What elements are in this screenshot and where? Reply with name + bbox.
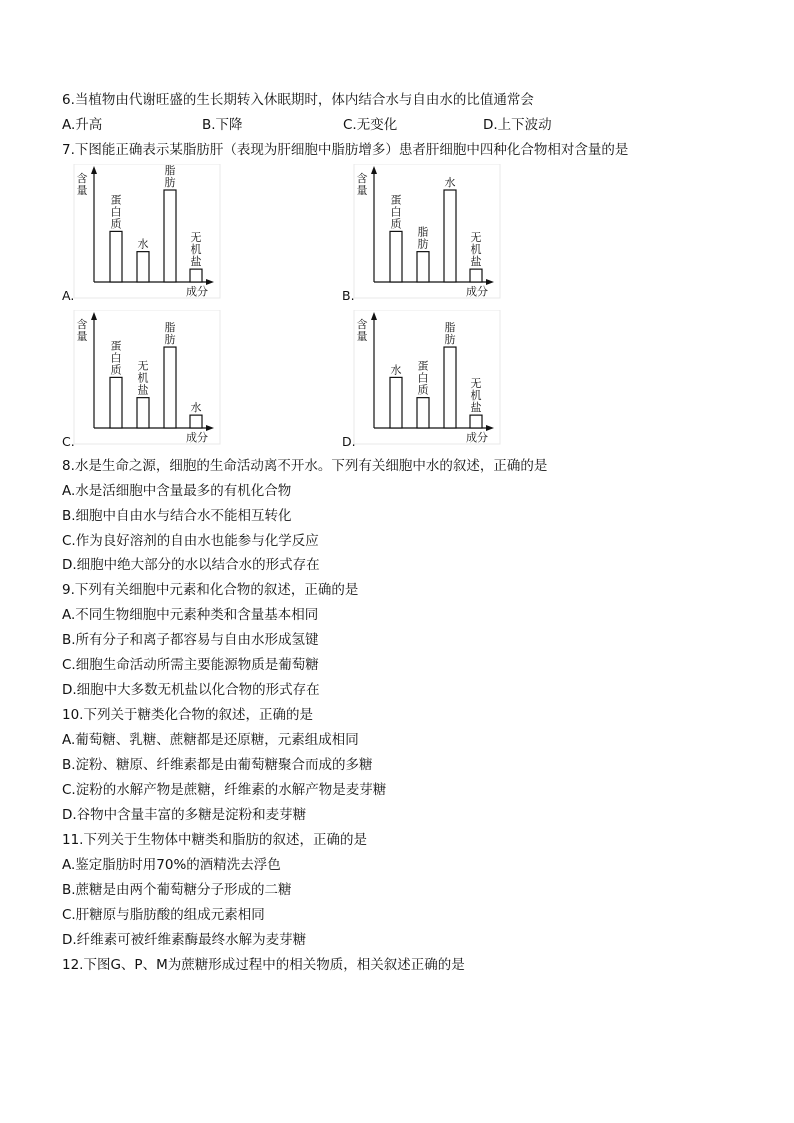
- bar: [110, 377, 122, 428]
- q11-option-b: B.蔗糖是由两个葡萄糖分子形成的二糖: [62, 882, 292, 898]
- bar: [417, 252, 429, 282]
- bar: [470, 269, 482, 282]
- q7-chart-b: [340, 164, 510, 304]
- svg-text:肪: 肪: [164, 176, 176, 189]
- svg-text:含: 含: [356, 172, 368, 185]
- svg-text:量: 量: [76, 184, 88, 197]
- svg-text:水: 水: [190, 401, 202, 415]
- bar-label: [191, 400, 202, 414]
- q10-option-a: A.葡萄糖、乳糖、蔗糖都是还原糖，元素组成相同: [62, 732, 359, 748]
- svg-text:含: 含: [76, 172, 88, 185]
- svg-text:质: 质: [110, 217, 122, 231]
- bar-label: [138, 360, 149, 397]
- svg-text:机: 机: [137, 371, 149, 385]
- svg-text:白: 白: [417, 371, 429, 385]
- svg-text:盐: 盐: [470, 255, 482, 269]
- svg-text:脂: 脂: [164, 321, 176, 335]
- q10-stem: 10.下列关于糖类化合物的叙述，正确的是: [62, 707, 313, 723]
- svg-text:水: 水: [444, 176, 456, 189]
- svg-text:肪: 肪: [444, 333, 456, 347]
- bar: [417, 398, 429, 428]
- bar-label: [471, 231, 482, 268]
- bar-label: [111, 193, 122, 230]
- q7-chart-d: [340, 310, 510, 450]
- q6-stem: 6.当植物由代谢旺盛的生长期转入休眠期时，体内结合水与自由水的比值通常会: [62, 92, 534, 108]
- bar-chart-svg: [340, 164, 510, 304]
- bar-label: [391, 362, 402, 376]
- bar: [190, 269, 202, 282]
- bar-label: [191, 231, 202, 268]
- x-axis-label: 成分: [466, 285, 488, 298]
- svg-text:量: 量: [76, 330, 88, 343]
- q12-stem: 12.下图G、P、M为蔗糖形成过程中的相关物质，相关叙述正确的是: [62, 957, 465, 973]
- q8-option-d: D.细胞中绝大部分的水以结合水的形式存在: [62, 557, 320, 573]
- svg-text:含: 含: [356, 318, 368, 331]
- q6-option-a: A.升高: [62, 117, 103, 133]
- bar-label: [391, 193, 402, 230]
- bar-chart-svg: [60, 310, 230, 450]
- q9-option-b: B.所有分子和离子都容易与自由水形成氢键: [62, 632, 319, 648]
- y-axis-label: [77, 317, 88, 343]
- q6-option-b: B.下降: [202, 117, 243, 133]
- y-axis-arrow: [371, 166, 377, 174]
- svg-text:白: 白: [390, 205, 402, 219]
- bar-label: [418, 360, 429, 397]
- bar-label: [445, 175, 456, 189]
- q7-stem: 7.下图能正确表示某脂肪肝（表现为肝细胞中脂肪增多）患者肝细胞中四种化合物相对含量的是: [62, 142, 629, 158]
- q9-option-c: C.细胞生命活动所需主要能源物质是葡萄糖: [62, 657, 319, 673]
- svg-text:机: 机: [470, 389, 482, 403]
- svg-text:量: 量: [356, 330, 368, 343]
- bar-label: [418, 225, 429, 251]
- svg-text:肪: 肪: [417, 237, 429, 251]
- y-axis-arrow: [91, 166, 97, 174]
- svg-text:量: 量: [356, 184, 368, 197]
- q6-option-d: D.上下波动: [483, 117, 552, 133]
- bar: [470, 415, 482, 428]
- svg-text:白: 白: [110, 205, 122, 219]
- bar: [390, 231, 402, 282]
- q10-option-c: C.淀粉的水解产物是蔗糖，纤维素的水解产物是麦芽糖: [62, 782, 387, 798]
- svg-text:蛋: 蛋: [110, 339, 122, 353]
- svg-text:白: 白: [110, 351, 122, 365]
- q11-option-d: D.纤维素可被纤维素酶最终水解为麦芽糖: [62, 932, 307, 948]
- y-axis-label: [77, 171, 88, 197]
- bar: [137, 398, 149, 428]
- bar: [137, 252, 149, 282]
- q11-option-c: C.肝糖原与脂肪酸的组成元素相同: [62, 907, 265, 923]
- bar: [164, 190, 176, 282]
- svg-text:脂: 脂: [444, 321, 456, 335]
- svg-text:无: 无: [137, 359, 149, 373]
- svg-text:脂: 脂: [164, 164, 176, 177]
- svg-text:肪: 肪: [164, 333, 176, 347]
- q8-stem: 8.水是生命之源，细胞的生命活动离不开水。下列有关细胞中水的叙述，正确的是: [62, 458, 548, 474]
- y-axis-arrow: [91, 312, 97, 320]
- svg-text:盐: 盐: [190, 255, 202, 269]
- q10-option-d: D.谷物中含量丰富的多糖是淀粉和麦芽糖: [62, 807, 307, 823]
- svg-text:机: 机: [190, 243, 202, 257]
- bar-label: [165, 164, 176, 189]
- q8-option-c: C.作为良好溶剂的自由水也能参与化学反应: [62, 533, 319, 549]
- chart-option-label: B.: [342, 288, 355, 303]
- bar: [390, 377, 402, 428]
- svg-text:蛋: 蛋: [390, 193, 402, 207]
- svg-text:无: 无: [470, 377, 482, 391]
- x-axis-label: 成分: [186, 431, 208, 444]
- svg-text:质: 质: [110, 363, 122, 377]
- q9-stem: 9.下列有关细胞中元素和化合物的叙述，正确的是: [62, 582, 359, 598]
- bar-label: [471, 377, 482, 414]
- q6-option-c: C.无变化: [343, 117, 398, 133]
- svg-text:含: 含: [76, 318, 88, 331]
- x-axis-label: 成分: [466, 431, 488, 444]
- svg-text:盐: 盐: [137, 383, 149, 397]
- bar-label: [445, 320, 456, 346]
- q8-option-b: B.细胞中自由水与结合水不能相互转化: [62, 508, 292, 524]
- bar-label: [165, 320, 176, 346]
- q9-option-d: D.细胞中大多数无机盐以化合物的形式存在: [62, 682, 320, 698]
- svg-text:盐: 盐: [470, 401, 482, 415]
- bar-chart-svg: [340, 310, 510, 450]
- chart-option-label: D.: [342, 434, 356, 449]
- y-axis-label: [357, 171, 368, 197]
- svg-text:水: 水: [137, 237, 149, 251]
- svg-text:质: 质: [390, 217, 402, 231]
- svg-text:无: 无: [470, 231, 482, 245]
- chart-option-label: A.: [62, 288, 75, 303]
- svg-text:蛋: 蛋: [417, 359, 429, 373]
- x-axis-label: 成分: [186, 285, 208, 298]
- q11-stem: 11.下列关于生物体中糖类和脂肪的叙述，正确的是: [62, 832, 367, 848]
- bar: [444, 190, 456, 282]
- q10-option-b: B.淀粉、糖原、纤维素都是由葡萄糖聚合而成的多糖: [62, 757, 373, 773]
- q7-chart-a: [60, 164, 230, 304]
- svg-text:蛋: 蛋: [110, 193, 122, 207]
- q7-chart-c: [60, 310, 230, 450]
- svg-text:水: 水: [390, 363, 402, 377]
- svg-text:机: 机: [470, 243, 482, 257]
- q11-option-a: A.鉴定脂肪时用70%的酒精洗去浮色: [62, 857, 281, 873]
- bar-chart-svg: [60, 164, 230, 304]
- svg-text:无: 无: [190, 231, 202, 245]
- chart-option-label: C.: [62, 434, 75, 449]
- y-axis-label: [357, 317, 368, 343]
- bar: [444, 347, 456, 428]
- svg-text:脂: 脂: [417, 225, 429, 239]
- svg-text:质: 质: [417, 383, 429, 397]
- bar: [190, 415, 202, 428]
- bar: [110, 231, 122, 282]
- q9-option-a: A.不同生物细胞中元素种类和含量基本相同: [62, 607, 319, 623]
- bar-label: [138, 237, 149, 251]
- q8-option-a: A.水是活细胞中含量最多的有机化合物: [62, 483, 292, 499]
- bar: [164, 347, 176, 428]
- bar-label: [111, 339, 122, 376]
- y-axis-arrow: [371, 312, 377, 320]
